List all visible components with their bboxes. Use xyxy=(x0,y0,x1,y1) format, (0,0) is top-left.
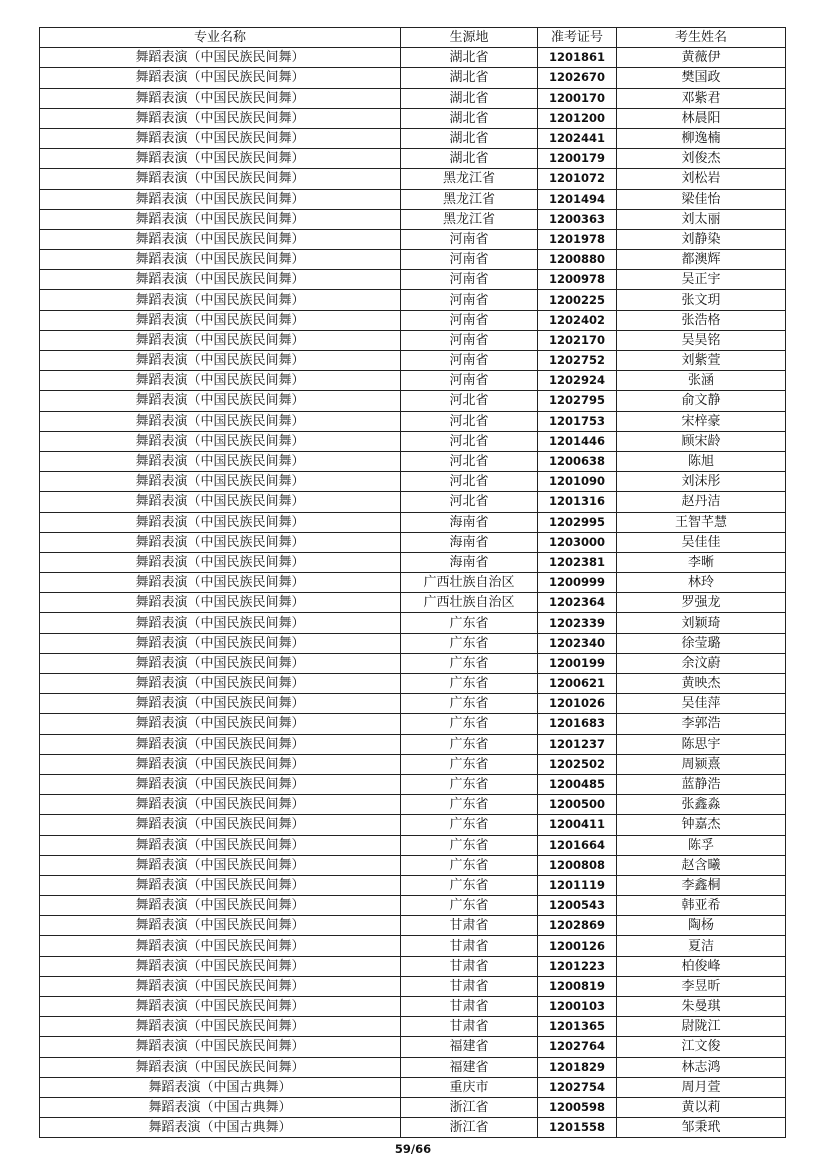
cell-exam-id: 1202402 xyxy=(538,310,617,330)
cell-major: 舞蹈表演（中国民族民间舞） xyxy=(40,371,401,391)
cell-exam-id: 1200598 xyxy=(538,1097,617,1117)
cell-origin: 河南省 xyxy=(401,310,538,330)
cell-exam-id: 1200363 xyxy=(538,209,617,229)
cell-origin: 黑龙江省 xyxy=(401,189,538,209)
table-row xyxy=(40,1017,786,1037)
cell-origin: 河南省 xyxy=(401,270,538,290)
table-row xyxy=(40,431,786,451)
cell-major: 舞蹈表演（中国民族民间舞） xyxy=(40,815,401,835)
cell-student-name: 刘沫彤 xyxy=(617,472,786,492)
cell-major: 舞蹈表演（中国民族民间舞） xyxy=(40,633,401,653)
cell-exam-id: 1201446 xyxy=(538,431,617,451)
table-row xyxy=(40,149,786,169)
cell-major: 舞蹈表演（中国民族民间舞） xyxy=(40,734,401,754)
table-row xyxy=(40,653,786,673)
cell-major: 舞蹈表演（中国民族民间舞） xyxy=(40,68,401,88)
cell-student-name: 黄以莉 xyxy=(617,1097,786,1117)
cell-exam-id: 1202502 xyxy=(538,754,617,774)
table-row xyxy=(40,68,786,88)
table-row xyxy=(40,512,786,532)
cell-student-name: 梁佳怡 xyxy=(617,189,786,209)
table-row xyxy=(40,169,786,189)
cell-exam-id: 1203000 xyxy=(538,532,617,552)
cell-exam-id: 1201072 xyxy=(538,169,617,189)
cell-origin: 湖北省 xyxy=(401,68,538,88)
table-row xyxy=(40,997,786,1017)
cell-major: 舞蹈表演（中国民族民间舞） xyxy=(40,88,401,108)
cell-origin: 浙江省 xyxy=(401,1118,538,1138)
cell-student-name: 林玲 xyxy=(617,573,786,593)
cell-exam-id: 1200170 xyxy=(538,88,617,108)
cell-major: 舞蹈表演（中国民族民间舞） xyxy=(40,492,401,512)
cell-student-name: 陶杨 xyxy=(617,916,786,936)
cell-student-name: 吴佳佳 xyxy=(617,532,786,552)
cell-origin: 甘肃省 xyxy=(401,916,538,936)
cell-major: 舞蹈表演（中国民族民间舞） xyxy=(40,855,401,875)
cell-origin: 湖北省 xyxy=(401,149,538,169)
cell-exam-id: 1200978 xyxy=(538,270,617,290)
table-row xyxy=(40,48,786,68)
cell-major: 舞蹈表演（中国古典舞） xyxy=(40,1077,401,1097)
cell-major: 舞蹈表演（中国民族民间舞） xyxy=(40,391,401,411)
cell-major: 舞蹈表演（中国民族民间舞） xyxy=(40,330,401,350)
cell-exam-id: 1201316 xyxy=(538,492,617,512)
cell-origin: 河南省 xyxy=(401,371,538,391)
cell-exam-id: 1200126 xyxy=(538,936,617,956)
cell-student-name: 刘颖琦 xyxy=(617,613,786,633)
cell-origin: 河北省 xyxy=(401,472,538,492)
cell-exam-id: 1200485 xyxy=(538,774,617,794)
cell-major: 舞蹈表演（中国民族民间舞） xyxy=(40,694,401,714)
table-row xyxy=(40,714,786,734)
cell-major: 舞蹈表演（中国民族民间舞） xyxy=(40,451,401,471)
cell-origin: 河南省 xyxy=(401,229,538,249)
cell-exam-id: 1201119 xyxy=(538,875,617,895)
header-major: 专业名称 xyxy=(40,28,401,48)
cell-student-name: 黄薇伊 xyxy=(617,48,786,68)
cell-origin: 河北省 xyxy=(401,411,538,431)
cell-student-name: 陈孚 xyxy=(617,835,786,855)
cell-major: 舞蹈表演（中国民族民间舞） xyxy=(40,411,401,431)
cell-student-name: 李郭浩 xyxy=(617,714,786,734)
cell-major: 舞蹈表演（中国民族民间舞） xyxy=(40,128,401,148)
cell-origin: 广西壮族自治区 xyxy=(401,593,538,613)
cell-exam-id: 1200199 xyxy=(538,653,617,673)
table-row xyxy=(40,694,786,714)
cell-origin: 河北省 xyxy=(401,431,538,451)
cell-exam-id: 1201200 xyxy=(538,108,617,128)
cell-exam-id: 1200999 xyxy=(538,573,617,593)
cell-origin: 河南省 xyxy=(401,330,538,350)
cell-student-name: 李鑫桐 xyxy=(617,875,786,895)
cell-origin: 河北省 xyxy=(401,492,538,512)
table-row xyxy=(40,229,786,249)
table-row xyxy=(40,593,786,613)
cell-student-name: 江文俊 xyxy=(617,1037,786,1057)
table-row xyxy=(40,875,786,895)
cell-major: 舞蹈表演（中国民族民间舞） xyxy=(40,189,401,209)
cell-major: 舞蹈表演（中国民族民间舞） xyxy=(40,976,401,996)
cell-major: 舞蹈表演（中国民族民间舞） xyxy=(40,795,401,815)
cell-student-name: 邹秉玳 xyxy=(617,1118,786,1138)
cell-origin: 河南省 xyxy=(401,351,538,371)
cell-major: 舞蹈表演（中国民族民间舞） xyxy=(40,714,401,734)
table-row xyxy=(40,1037,786,1057)
cell-major: 舞蹈表演（中国民族民间舞） xyxy=(40,997,401,1017)
cell-student-name: 林晨阳 xyxy=(617,108,786,128)
cell-major: 舞蹈表演（中国民族民间舞） xyxy=(40,310,401,330)
cell-major: 舞蹈表演（中国古典舞） xyxy=(40,1097,401,1117)
cell-exam-id: 1200500 xyxy=(538,795,617,815)
cell-origin: 福建省 xyxy=(401,1057,538,1077)
cell-origin: 海南省 xyxy=(401,532,538,552)
table-row xyxy=(40,976,786,996)
cell-exam-id: 1202441 xyxy=(538,128,617,148)
cell-origin: 黑龙江省 xyxy=(401,209,538,229)
table-header-row xyxy=(40,28,786,48)
cell-exam-id: 1201558 xyxy=(538,1118,617,1138)
cell-major: 舞蹈表演（中国民族民间舞） xyxy=(40,270,401,290)
cell-major: 舞蹈表演（中国民族民间舞） xyxy=(40,108,401,128)
cell-student-name: 刘松岩 xyxy=(617,169,786,189)
cell-student-name: 罗强龙 xyxy=(617,593,786,613)
table-body xyxy=(40,48,786,1138)
cell-student-name: 张涵 xyxy=(617,371,786,391)
cell-major: 舞蹈表演（中国民族民间舞） xyxy=(40,956,401,976)
cell-major: 舞蹈表演（中国民族民间舞） xyxy=(40,229,401,249)
cell-exam-id: 1200819 xyxy=(538,976,617,996)
cell-origin: 广西壮族自治区 xyxy=(401,573,538,593)
cell-origin: 浙江省 xyxy=(401,1097,538,1117)
cell-student-name: 张浩格 xyxy=(617,310,786,330)
cell-major: 舞蹈表演（中国民族民间舞） xyxy=(40,653,401,673)
cell-exam-id: 1200621 xyxy=(538,674,617,694)
cell-major: 舞蹈表演（中国民族民间舞） xyxy=(40,774,401,794)
table-row xyxy=(40,330,786,350)
cell-origin: 广东省 xyxy=(401,815,538,835)
cell-origin: 河北省 xyxy=(401,391,538,411)
table-row xyxy=(40,270,786,290)
cell-major: 舞蹈表演（中国民族民间舞） xyxy=(40,1037,401,1057)
cell-major: 舞蹈表演（中国民族民间舞） xyxy=(40,754,401,774)
cell-origin: 河南省 xyxy=(401,290,538,310)
cell-student-name: 尉陇江 xyxy=(617,1017,786,1037)
table-row xyxy=(40,674,786,694)
cell-origin: 海南省 xyxy=(401,512,538,532)
cell-major: 舞蹈表演（中国民族民间舞） xyxy=(40,250,401,270)
cell-student-name: 夏洁 xyxy=(617,936,786,956)
cell-student-name: 刘俊杰 xyxy=(617,149,786,169)
cell-major: 舞蹈表演（中国民族民间舞） xyxy=(40,351,401,371)
cell-student-name: 刘太丽 xyxy=(617,209,786,229)
cell-origin: 湖北省 xyxy=(401,128,538,148)
table-row xyxy=(40,1097,786,1117)
cell-origin: 广东省 xyxy=(401,714,538,734)
cell-student-name: 邓紫君 xyxy=(617,88,786,108)
table-row xyxy=(40,128,786,148)
cell-student-name: 徐莹璐 xyxy=(617,633,786,653)
cell-student-name: 吴佳萍 xyxy=(617,694,786,714)
cell-student-name: 蓝静浩 xyxy=(617,774,786,794)
cell-exam-id: 1200225 xyxy=(538,290,617,310)
cell-student-name: 赵丹洁 xyxy=(617,492,786,512)
cell-exam-id: 1201090 xyxy=(538,472,617,492)
table-row xyxy=(40,896,786,916)
cell-origin: 广东省 xyxy=(401,754,538,774)
cell-exam-id: 1202754 xyxy=(538,1077,617,1097)
cell-major: 舞蹈表演（中国民族民间舞） xyxy=(40,613,401,633)
cell-student-name: 李晰 xyxy=(617,552,786,572)
cell-student-name: 韩亚希 xyxy=(617,896,786,916)
cell-exam-id: 1202381 xyxy=(538,552,617,572)
table-row xyxy=(40,734,786,754)
table-row xyxy=(40,209,786,229)
table-row xyxy=(40,532,786,552)
cell-origin: 甘肃省 xyxy=(401,956,538,976)
cell-exam-id: 1201978 xyxy=(538,229,617,249)
table-row xyxy=(40,936,786,956)
cell-student-name: 都澳辉 xyxy=(617,250,786,270)
cell-exam-id: 1201829 xyxy=(538,1057,617,1077)
cell-origin: 河南省 xyxy=(401,250,538,270)
cell-exam-id: 1201664 xyxy=(538,835,617,855)
cell-student-name: 陈旭 xyxy=(617,451,786,471)
cell-major: 舞蹈表演（中国民族民间舞） xyxy=(40,169,401,189)
header-origin: 生源地 xyxy=(401,28,538,48)
cell-exam-id: 1202670 xyxy=(538,68,617,88)
cell-major: 舞蹈表演（中国民族民间舞） xyxy=(40,916,401,936)
cell-origin: 甘肃省 xyxy=(401,976,538,996)
page-number: 59/66 xyxy=(394,1142,432,1156)
cell-student-name: 朱曼琪 xyxy=(617,997,786,1017)
cell-origin: 甘肃省 xyxy=(401,936,538,956)
cell-student-name: 樊国政 xyxy=(617,68,786,88)
table-row xyxy=(40,956,786,976)
cell-student-name: 赵含曦 xyxy=(617,855,786,875)
cell-exam-id: 1200179 xyxy=(538,149,617,169)
cell-origin: 广东省 xyxy=(401,734,538,754)
cell-student-name: 王智芊慧 xyxy=(617,512,786,532)
cell-major: 舞蹈表演（中国民族民间舞） xyxy=(40,674,401,694)
cell-student-name: 宋梓豪 xyxy=(617,411,786,431)
cell-student-name: 吴昊铭 xyxy=(617,330,786,350)
table-row xyxy=(40,1057,786,1077)
cell-origin: 湖北省 xyxy=(401,48,538,68)
cell-origin: 广东省 xyxy=(401,674,538,694)
table-row xyxy=(40,1118,786,1138)
cell-student-name: 周颍熹 xyxy=(617,754,786,774)
cell-student-name: 张文玥 xyxy=(617,290,786,310)
cell-student-name: 陈思宇 xyxy=(617,734,786,754)
cell-exam-id: 1201365 xyxy=(538,1017,617,1037)
cell-student-name: 张鑫淼 xyxy=(617,795,786,815)
cell-origin: 甘肃省 xyxy=(401,997,538,1017)
cell-origin: 广东省 xyxy=(401,795,538,815)
cell-exam-id: 1202339 xyxy=(538,613,617,633)
cell-origin: 广东省 xyxy=(401,613,538,633)
cell-student-name: 周月萱 xyxy=(617,1077,786,1097)
cell-major: 舞蹈表演（中国民族民间舞） xyxy=(40,1057,401,1077)
cell-exam-id: 1202869 xyxy=(538,916,617,936)
cell-exam-id: 1200543 xyxy=(538,896,617,916)
cell-major: 舞蹈表演（中国民族民间舞） xyxy=(40,532,401,552)
cell-origin: 湖北省 xyxy=(401,88,538,108)
table-row xyxy=(40,88,786,108)
cell-major: 舞蹈表演（中国民族民间舞） xyxy=(40,552,401,572)
cell-student-name: 柳逸楠 xyxy=(617,128,786,148)
cell-exam-id: 1201861 xyxy=(538,48,617,68)
table-row xyxy=(40,552,786,572)
cell-origin: 广东省 xyxy=(401,694,538,714)
table-row xyxy=(40,855,786,875)
table-row xyxy=(40,633,786,653)
cell-major: 舞蹈表演（中国民族民间舞） xyxy=(40,431,401,451)
cell-exam-id: 1202752 xyxy=(538,351,617,371)
table-row xyxy=(40,250,786,270)
cell-exam-id: 1200808 xyxy=(538,855,617,875)
cell-student-name: 顾宋龄 xyxy=(617,431,786,451)
cell-exam-id: 1201753 xyxy=(538,411,617,431)
table-row xyxy=(40,815,786,835)
cell-exam-id: 1202340 xyxy=(538,633,617,653)
cell-origin: 河北省 xyxy=(401,451,538,471)
cell-origin: 广东省 xyxy=(401,896,538,916)
cell-origin: 广东省 xyxy=(401,633,538,653)
cell-exam-id: 1200638 xyxy=(538,451,617,471)
cell-major: 舞蹈表演（中国民族民间舞） xyxy=(40,573,401,593)
table-row xyxy=(40,391,786,411)
table-row xyxy=(40,108,786,128)
cell-student-name: 刘紫萱 xyxy=(617,351,786,371)
cell-major: 舞蹈表演（中国民族民间舞） xyxy=(40,48,401,68)
table-row xyxy=(40,795,786,815)
cell-origin: 广东省 xyxy=(401,774,538,794)
table-row xyxy=(40,754,786,774)
cell-major: 舞蹈表演（中国民族民间舞） xyxy=(40,835,401,855)
table-row xyxy=(40,189,786,209)
cell-origin: 福建省 xyxy=(401,1037,538,1057)
table-row xyxy=(40,613,786,633)
cell-major: 舞蹈表演（中国民族民间舞） xyxy=(40,896,401,916)
table-row xyxy=(40,835,786,855)
cell-origin: 海南省 xyxy=(401,552,538,572)
cell-major: 舞蹈表演（中国民族民间舞） xyxy=(40,593,401,613)
cell-exam-id: 1202995 xyxy=(538,512,617,532)
header-student-name: 考生姓名 xyxy=(617,28,786,48)
cell-exam-id: 1200411 xyxy=(538,815,617,835)
cell-major: 舞蹈表演（中国民族民间舞） xyxy=(40,936,401,956)
cell-exam-id: 1202764 xyxy=(538,1037,617,1057)
cell-student-name: 柏俊峰 xyxy=(617,956,786,976)
cell-major: 舞蹈表演（中国民族民间舞） xyxy=(40,472,401,492)
table-row xyxy=(40,351,786,371)
table-row xyxy=(40,290,786,310)
cell-major: 舞蹈表演（中国民族民间舞） xyxy=(40,290,401,310)
cell-exam-id: 1202924 xyxy=(538,371,617,391)
cell-origin: 重庆市 xyxy=(401,1077,538,1097)
table-row xyxy=(40,411,786,431)
table-row xyxy=(40,916,786,936)
cell-student-name: 林志鸿 xyxy=(617,1057,786,1077)
cell-major: 舞蹈表演（中国民族民间舞） xyxy=(40,512,401,532)
table-row xyxy=(40,451,786,471)
cell-student-name: 刘静染 xyxy=(617,229,786,249)
cell-origin: 甘肃省 xyxy=(401,1017,538,1037)
cell-exam-id: 1202364 xyxy=(538,593,617,613)
cell-exam-id: 1200103 xyxy=(538,997,617,1017)
enrollment-table xyxy=(39,27,786,1138)
cell-student-name: 俞文静 xyxy=(617,391,786,411)
cell-major: 舞蹈表演（中国民族民间舞） xyxy=(40,209,401,229)
cell-origin: 广东省 xyxy=(401,653,538,673)
cell-student-name: 李昱昕 xyxy=(617,976,786,996)
header-exam-id: 准考证号 xyxy=(538,28,617,48)
cell-origin: 黑龙江省 xyxy=(401,169,538,189)
cell-origin: 广东省 xyxy=(401,835,538,855)
cell-exam-id: 1201683 xyxy=(538,714,617,734)
cell-exam-id: 1202170 xyxy=(538,330,617,350)
cell-origin: 广东省 xyxy=(401,855,538,875)
cell-student-name: 钟嘉杰 xyxy=(617,815,786,835)
table-row xyxy=(40,774,786,794)
table-row xyxy=(40,472,786,492)
table-row xyxy=(40,310,786,330)
cell-exam-id: 1201237 xyxy=(538,734,617,754)
cell-exam-id: 1201494 xyxy=(538,189,617,209)
table-row xyxy=(40,1077,786,1097)
cell-major: 舞蹈表演（中国民族民间舞） xyxy=(40,1017,401,1037)
cell-exam-id: 1201223 xyxy=(538,956,617,976)
cell-major: 舞蹈表演（中国民族民间舞） xyxy=(40,149,401,169)
cell-student-name: 吴正宇 xyxy=(617,270,786,290)
cell-major: 舞蹈表演（中国民族民间舞） xyxy=(40,875,401,895)
table-row xyxy=(40,371,786,391)
cell-student-name: 黄映杰 xyxy=(617,674,786,694)
cell-exam-id: 1202795 xyxy=(538,391,617,411)
cell-origin: 广东省 xyxy=(401,875,538,895)
cell-exam-id: 1201026 xyxy=(538,694,617,714)
cell-student-name: 余汶蔚 xyxy=(617,653,786,673)
cell-origin: 湖北省 xyxy=(401,108,538,128)
table-row xyxy=(40,573,786,593)
cell-exam-id: 1200880 xyxy=(538,250,617,270)
table-row xyxy=(40,492,786,512)
cell-major: 舞蹈表演（中国古典舞） xyxy=(40,1118,401,1138)
